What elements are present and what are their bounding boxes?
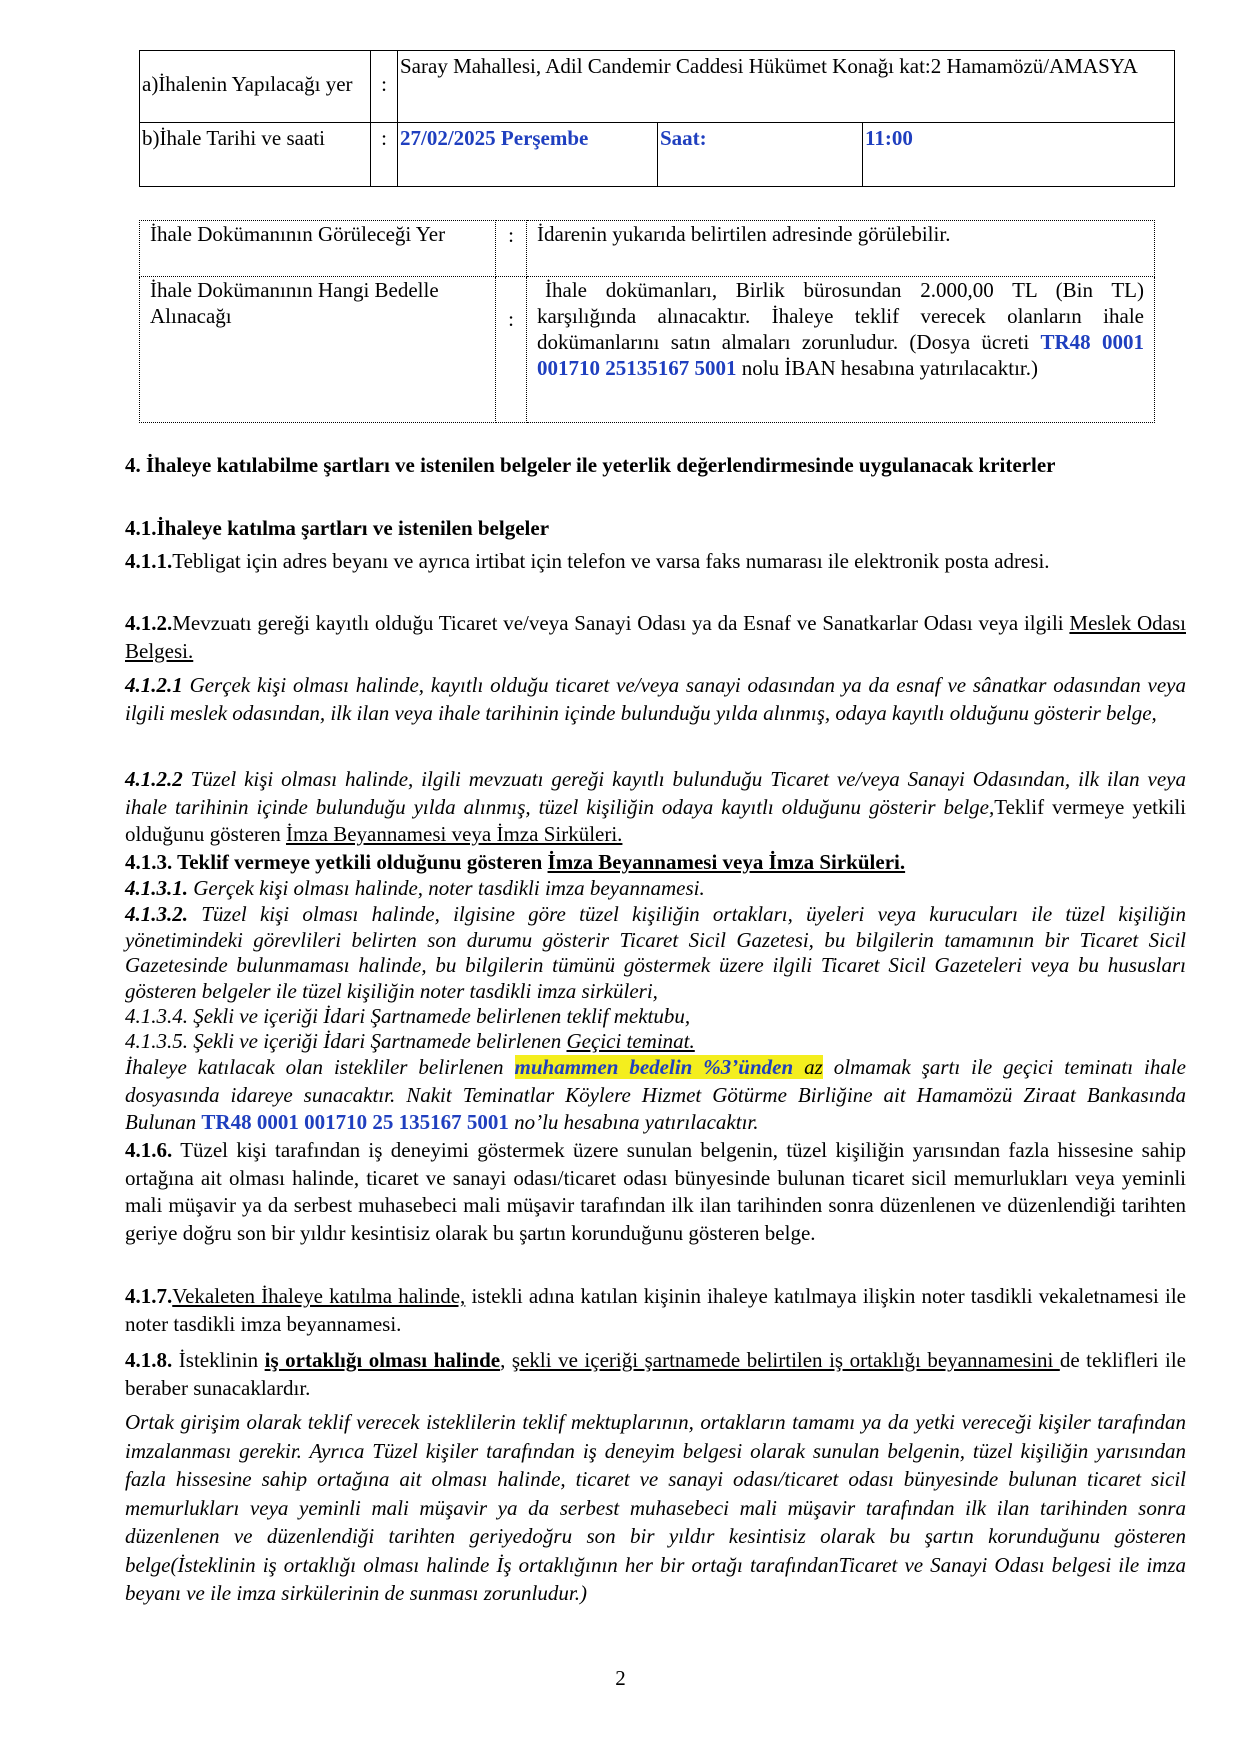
colon-text: :	[508, 307, 514, 331]
tender-time-label: Saat:	[658, 123, 863, 187]
item-4132	[125, 902, 1186, 1004]
tender-place-value: Saray Mahallesi, Adil Candemir Caddesi Hükümet Konağı kat:2 Hamamözü/AMASYA	[398, 51, 1175, 123]
page-number: 2	[615, 1666, 626, 1690]
tender-date-label: b)İhale Tarihi ve saati	[140, 123, 371, 187]
guarantee-text: İhaleye katılacak olan istekliler belirlenen	[125, 1055, 515, 1079]
item-4131	[125, 876, 1185, 901]
tender-date-value: 27/02/2025 Perşembe	[398, 123, 658, 187]
item-text: Tüzel kişi olması halinde, ilgisine göre tüzel kişiliğin ortakları, üyeleri veya kurucuları ile tüzel kişiliğin yönetimindeki görevlileri belirten son durumu gösterir Ticaret Sicil Gazetesi, bu bilgilerin tamamının bir Ticaret Sicil Gazetesinde bulunmaması halinde, bu bilgilerin tümünü göstermek üzere ilgili Ticaret Sicil Gazeteleri veya bu hususları gösteren belgeler ile tüzel kişiliğin noter tasdikli imza sirküleri,	[125, 902, 1186, 1003]
item-number: 4.1.2.	[125, 611, 173, 635]
tender-time-value: 11:00	[863, 123, 1175, 187]
item-413	[125, 849, 1185, 876]
item-number: 4.1.2.2	[125, 767, 183, 791]
doc-price-colon	[496, 277, 527, 423]
doc-price-iban: TR48 0001 001710 25135167 5001	[537, 330, 1144, 380]
item-text-tail: de teklifleri ile beraber sunacaklardır.	[125, 1348, 1186, 1400]
item-text-underlined: Vekaleten İhaleye katılma halinde,	[172, 1284, 466, 1308]
doc-price-text-tail: nolu İBAN hesabına yatırılacaktır.)	[736, 356, 1038, 380]
item-412	[125, 610, 1186, 665]
doc-view-label: İhale Dokümanının Görüleceği Yer	[140, 221, 496, 277]
guarantee-text-2: olmamak şartı ile geçici teminatı ihale dosyasında idareye sunacaktır. Nakit Teminatlar Köylere Hizmet Götürme Birliğine ait Hamamözü Ziraat Bankasında Bulunan	[125, 1055, 1186, 1134]
tender-date-colon: :	[371, 123, 398, 187]
item-text-underlined: şekli ve içeriği şartnamede belirtilen iş ortaklığı beyannamesini	[511, 1348, 1060, 1372]
guarantee-iban: TR48 0001 001710 25 135167 5001	[201, 1110, 509, 1134]
guarantee-paragraph	[125, 1054, 1186, 1137]
guarantee-text-3: no’lu hesabına yatırılacaktır.	[508, 1110, 759, 1134]
item-text-comma: ,	[500, 1348, 512, 1372]
item-text: Gerçek kişi olması halinde, kayıtlı olduğu ticaret ve/veya sanayi odasından ya da esnaf ve sânatkar odasından veya ilgili meslek odasından, ilk ilan veya ihale tarihinin içinde bulunduğu yılda alınmış, odaya kayıtlı olduğunu gösterir belge,	[125, 673, 1186, 725]
tender-place-date-table	[139, 50, 1175, 187]
item-text: Gerçek kişi olması halinde, noter tasdikli imza beyannamesi.	[188, 876, 705, 900]
tender-document-table	[139, 220, 1155, 423]
item-text-underlined: Geçici teminat.	[566, 1029, 695, 1053]
doc-view-colon: :	[496, 221, 527, 277]
item-text: Tüzel kişi tarafından iş deneyimi göstermek üzere sunulan belgenin, tüzel kişiliğin yarısından fazla hissesine sahip ortağına ait olması halinde, ticaret ve sanayi odası/ticaret odası bünyesinde bulunan ticaret sicil memurlukları veya yeminli mali müşavir ya da serbest muhasebeci mali müşavir tarafından ilk ilan tarihinden sonra düzenlenen ve düzenlendiği tarihten geriye doğru son bir yıldır kesintisiz olarak bu şartın korunduğunu gösteren belge.	[125, 1138, 1186, 1245]
item-text-tail: Teklif vermeye yetkili olduğunu gösteren	[125, 794, 1186, 846]
item-number: 4.1.3.1.	[125, 876, 188, 900]
item-411	[125, 548, 1186, 576]
doc-price-label: İhale Dokümanının Hangi Bedelle Alınacağı	[140, 277, 496, 423]
tender-place-label-text: a)İhalenin Yapılacağı yer	[142, 72, 353, 96]
item-number: 4.1.3.2.	[125, 902, 188, 926]
section41-heading: 4.1.İhaleye katılma şartları ve istenilen belgeler	[125, 516, 550, 540]
item-text-underlined: İmza Beyannamesi veya İmza Sirküleri.	[285, 822, 623, 846]
item-text: İsteklinin	[172, 1348, 265, 1372]
item-4135	[125, 1029, 1185, 1054]
item-text-underlined: Meslek Odası Belgesi.	[125, 611, 1186, 663]
item-text: Tüzel kişi olması halinde, ilgili mevzuatı gereği kayıtlı bulunduğu Ticaret ve/veya Sanayi Odasından, ilk ilan veya ihale tarihinin içinde bulunduğu yılda alınmış, tüzel kişiliğin odaya kayıtlı olduğunu gösterir belge,	[125, 767, 1186, 819]
item-text: istekli adına katılan kişinin ihaleye katılmaya ilişkin noter tasdikli vekaletnamesi ile noter tasdikli imza beyannamesi.	[125, 1284, 1186, 1336]
item-text-bold-underlined: iş ortaklığı olması halinde	[264, 1348, 501, 1372]
doc-price-value	[527, 277, 1155, 423]
doc-price-text: İhale dokümanları, Birlik bürosundan 2.000,00 TL (Bin TL) karşılığında alınacaktır. İhaleye teklif verecek olanların ihale dokümanlarını satın almaları zorunludur. (Dosya ücreti	[537, 278, 1144, 354]
item-4134: 4.1.3.4. Şekli ve içeriği İdari Şartnamede belirlenen teklif mektubu,	[125, 1004, 691, 1028]
item-4122	[125, 766, 1186, 849]
section4-heading: 4. İhaleye katılabilme şartları ve istenilen belgeler ile yeterlik değerlendirmesinde uygulanacak kriterler	[125, 453, 1056, 477]
item-text: 4.1.3.5. Şekli ve içeriği İdari Şartnamede belirlenen	[125, 1029, 567, 1053]
guarantee-highlight-tail: az	[793, 1055, 823, 1079]
item-number: 4.1.6.	[125, 1138, 173, 1162]
item-text-underlined: İmza Beyannamesi veya İmza Sirküleri.	[547, 850, 906, 874]
guarantee-highlight: muhammen bedelin %3’ünden	[514, 1055, 794, 1079]
item-text: Mevzuatı gereği kayıtlı olduğu Ticaret ve/veya Sanayi Odası ya da Esnaf ve Sanatkarlar Odası veya ilgili	[172, 611, 1070, 635]
item-416	[125, 1137, 1186, 1247]
tender-place-label	[140, 51, 371, 123]
doc-view-value: İdarenin yukarıda belirtilen adresinde görülebilir.	[527, 221, 1155, 277]
item-text: Tebligat için adres beyanı ve ayrıca irtibat için telefon ve varsa faks numarası ile elektronik posta adresi.	[172, 549, 1050, 573]
item-418	[125, 1347, 1186, 1402]
item-number: 4.1.1.	[125, 549, 173, 573]
item-number: 4.1.7.	[125, 1284, 173, 1308]
item-text: 4.1.3. Teklif vermeye yetkili olduğunu gösteren	[125, 850, 548, 874]
item-417	[125, 1283, 1186, 1338]
colon-text: :	[381, 72, 387, 96]
item-4121	[125, 672, 1186, 727]
joint-venture-paragraph: Ortak girişim olarak teklif verecek isteklilerin teklif mektuplarının, ortakların tamamı ya da yetki vereceği kişiler tarafından imzalanması gerekir. Ayrıca Tüzel kişiler tarafından iş deneyim belgesi olarak sunulan belgenin, tüzel kişiliğin yarısından fazla hissesine sahip ortağına ait olması halinde, ticaret ve sanayi odası/ticaret odası bünyesinde bulunan ticaret sicil memurlukları veya yeminli mali müşavir ya da serbest muhasebeci mali müşavir tarafından ilk ilan tarihinden sonra düzenlenen ve düzenlendiği tarihten geriyedoğru son bir yıldır kesintisiz olarak bu şartın korunduğunu gösteren belge(İsteklinin iş ortaklığı olması halinde İş ortaklığının her bir ortağı tarafındanTicaret ve Sanayi Odası belgesi ile imza beyanı ve ile imza sirkülerinin de sunması zorunludur.)	[125, 1410, 1186, 1605]
tender-place-colon	[371, 51, 398, 123]
item-number: 4.1.2.1	[125, 673, 183, 697]
item-number: 4.1.8.	[125, 1348, 173, 1372]
